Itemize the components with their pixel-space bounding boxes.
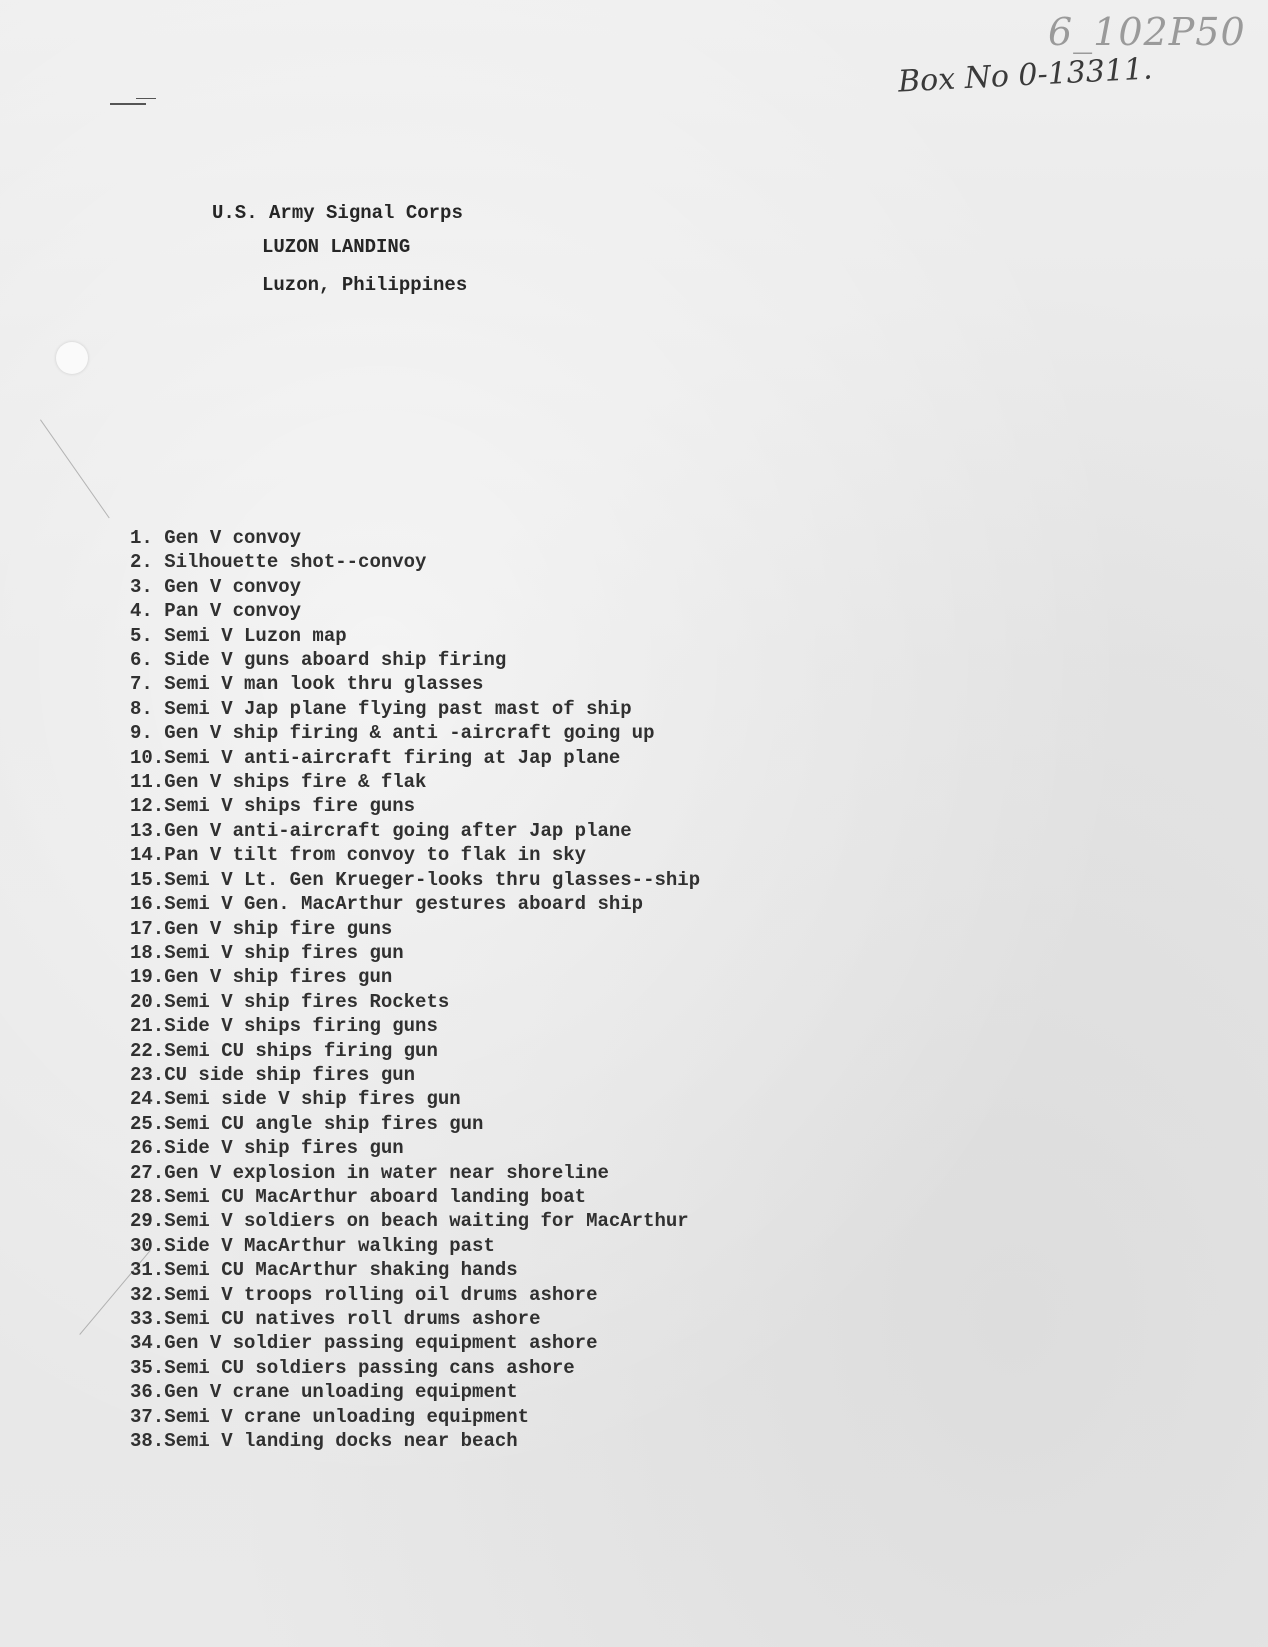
- shot-list-item: 16.Semi V Gen. MacArthur gestures aboard ship: [130, 893, 644, 916]
- location-title: Luzon, Philippines: [262, 274, 468, 296]
- shot-list-item: 14.Pan V tilt from convoy to flak in sky: [130, 844, 587, 867]
- shot-list-item: 10.Semi V anti-aircraft firing at Jap plane: [130, 746, 621, 769]
- shot-list-item: 22.Semi CU ships firing gun: [130, 1039, 438, 1062]
- shot-list-item: 12.Semi V ships fire guns: [130, 795, 416, 818]
- shot-list-item: 20.Semi V ship fires Rockets: [130, 990, 450, 1013]
- shot-list-item: 19.Gen V ship fires gun: [130, 966, 393, 989]
- punch-hole: [56, 342, 88, 374]
- stray-pen-mark: [110, 103, 146, 105]
- shot-list-item: 38.Semi V landing docks near beach: [130, 1430, 518, 1453]
- document-header: [212, 196, 467, 302]
- shot-list-item: 21.Side V ships firing guns: [130, 1015, 438, 1038]
- shot-list-item: 28.Semi CU MacArthur aboard landing boat: [130, 1185, 587, 1208]
- shot-list-item: 3. Gen V convoy: [130, 575, 302, 598]
- shot-list-item: 13.Gen V anti-aircraft going after Jap plane: [130, 819, 632, 842]
- shot-list-item: 33.Semi CU natives roll drums ashore: [130, 1308, 541, 1330]
- shot-list-item: 4. Pan V convoy: [130, 600, 302, 623]
- paper-scratch: [40, 419, 110, 518]
- shot-list: [130, 526, 700, 1453]
- shot-list-item: 30.Side V MacArthur walking past: [130, 1234, 495, 1257]
- shot-list-item: 35.Semi CU soldiers passing cans ashore: [130, 1356, 575, 1379]
- shot-list-item: 32.Semi V troops rolling oil drums ashore: [130, 1283, 598, 1306]
- shot-list-item: 18.Semi V ship fires gun: [130, 941, 404, 964]
- shot-list-item: 8. Semi V Jap plane flying past mast of ship: [130, 697, 632, 720]
- shot-list-item: 2. Silhouette shot--convoy: [130, 551, 427, 574]
- shot-list-item: 1. Gen V convoy: [130, 527, 302, 549]
- box-number-annotation: Box No 0-13311.: [897, 51, 1154, 100]
- film-title: LUZON LANDING: [262, 236, 411, 258]
- shot-list-item: 37.Semi V crane unloading equipment: [130, 1405, 530, 1428]
- shot-list-item: 7. Semi V man look thru glasses: [130, 673, 484, 696]
- shot-list-item: 11.Gen V ships fire & flak: [130, 771, 427, 794]
- organization-title: U.S. Army Signal Corps: [212, 202, 463, 224]
- shot-list-item: 31.Semi CU MacArthur shaking hands: [130, 1259, 518, 1282]
- shot-list-item: 24.Semi side V ship fires gun: [130, 1088, 461, 1111]
- shot-list-item: 25.Semi CU angle ship fires gun: [130, 1112, 484, 1135]
- shot-list-item: 27.Gen V explosion in water near shoreline: [130, 1161, 609, 1184]
- shot-list-item: 6. Side V guns aboard ship firing: [130, 649, 507, 672]
- shot-list-item: 5. Semi V Luzon map: [130, 624, 347, 647]
- shot-list-item: 23.CU side ship fires gun: [130, 1063, 416, 1086]
- shot-list-item: 29.Semi V soldiers on beach waiting for MacArthur: [130, 1210, 689, 1233]
- shot-list-item: 15.Semi V Lt. Gen Krueger-looks thru glasses--ship: [130, 868, 701, 891]
- shot-list-item: 17.Gen V ship fire guns: [130, 917, 393, 940]
- shot-list-item: 34.Gen V soldier passing equipment ashore: [130, 1332, 598, 1355]
- stray-pen-mark: [136, 98, 156, 99]
- archive-code-annotation: 6_102P50: [1048, 10, 1246, 54]
- shot-list-item: 9. Gen V ship firing & anti -aircraft going up: [130, 722, 655, 745]
- shot-list-item: 36.Gen V crane unloading equipment: [130, 1381, 518, 1404]
- shot-list-item: 26.Side V ship fires gun: [130, 1137, 404, 1160]
